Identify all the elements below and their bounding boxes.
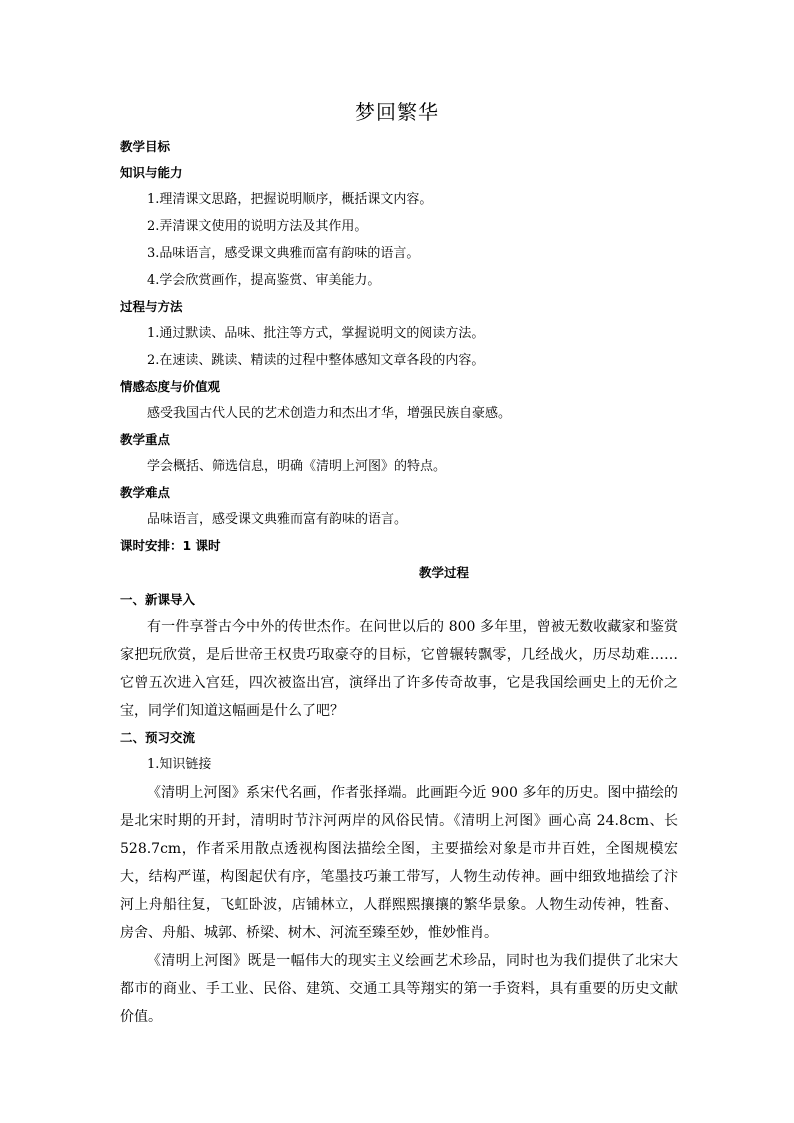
process-method-heading: 过程与方法 bbox=[120, 299, 183, 314]
emotion-text: 感受我国古代人民的艺术创造力和杰出才华，增强民族自豪感。 bbox=[147, 406, 512, 421]
knowledge-heading: 知识与能力 bbox=[120, 165, 183, 180]
knowledge-item-2: 2.弄清课文使用的说明方法及其作用。 bbox=[147, 219, 368, 234]
process-item-2: 2.在速读、跳读、精读的过程中整体感知文章各段的内容。 bbox=[147, 353, 485, 368]
difficulty-heading: 教学难点 bbox=[120, 485, 171, 500]
document-title: 梦回繁华 bbox=[355, 100, 439, 124]
key-point-heading: 教学重点 bbox=[120, 432, 171, 447]
preview-subheading: 1.知识链接 bbox=[147, 757, 212, 772]
document-body bbox=[120, 134, 678, 1031]
key-point-text: 学会概括、筛选信息，明确《清明上河图》的特点。 bbox=[147, 459, 447, 474]
intro-paragraph: 有一件享誉古今中外的传世杰作。在问世以后的 800 多年里，曾被无数收藏家和鉴赏家把玩欣赏，是后世帝王权贵巧取豪夺的目标，它曾辗转飘零，几经战火，历尽劫难……它曾五次进入宫廷，四次被盗出宫，演绎出了许多传奇故事，它是我国绘画史上的无价之宝，同学们知道这幅画是什么了吧？ bbox=[120, 619, 678, 719]
difficulty-text: 品味语言，感受课文典雅而富有韵味的语言。 bbox=[147, 512, 408, 527]
knowledge-item-3: 3.品味语言，感受课文典雅而富有韵味的语言。 bbox=[147, 246, 420, 261]
goals-heading: 教学目标 bbox=[120, 139, 171, 154]
knowledge-item-4: 4.学会欣赏画作，提高鉴赏、审美能力。 bbox=[147, 273, 381, 288]
preview-heading: 二、预习交流 bbox=[120, 730, 196, 745]
knowledge-item-1: 1.理清课文思路，把握说明顺序，概括课文内容。 bbox=[147, 192, 433, 207]
intro-heading: 一、新课导入 bbox=[120, 592, 196, 607]
preview-paragraph-2: 《清明上河图》既是一幅伟大的现实主义绘画艺术珍品，同时也为我们提供了北宋大都市的商业、手工业、民俗、建筑、交通工具等翔实的第一手资料，具有重要的历史文献价值。 bbox=[120, 953, 678, 1025]
schedule-line: 课时安排：1 课时 bbox=[120, 538, 221, 553]
teaching-process-title: 教学过程 bbox=[418, 565, 469, 580]
preview-paragraph-1: 《清明上河图》系宋代名画，作者张择端。此画距今近 900 多年的历史。图中描绘的是北宋时期的开封，清明时节汴河两岸的风俗民情。《清明上河图》画心高 24.8cm、长 528.7cm，作者采用散点透视构图法描绘全图，主要描绘对象是市井百姓，全图规模宏大，结构严谨，构图起伏有序，笔墨技巧兼工带写，人物生动传神。画中细致地描绘了汴河上舟船往复，飞虹卧波，店铺林立，人群熙熙攘攘的繁华景象。人物生动传神，牲畜、房舍、舟船、城郭、桥梁、树木、河流至臻至妙，惟妙惟肖。 bbox=[120, 785, 678, 941]
process-item-1: 1.通过默读、品味、批注等方式，掌握说明文的阅读方法。 bbox=[147, 326, 485, 341]
emotion-heading: 情感态度与价值观 bbox=[120, 379, 221, 394]
